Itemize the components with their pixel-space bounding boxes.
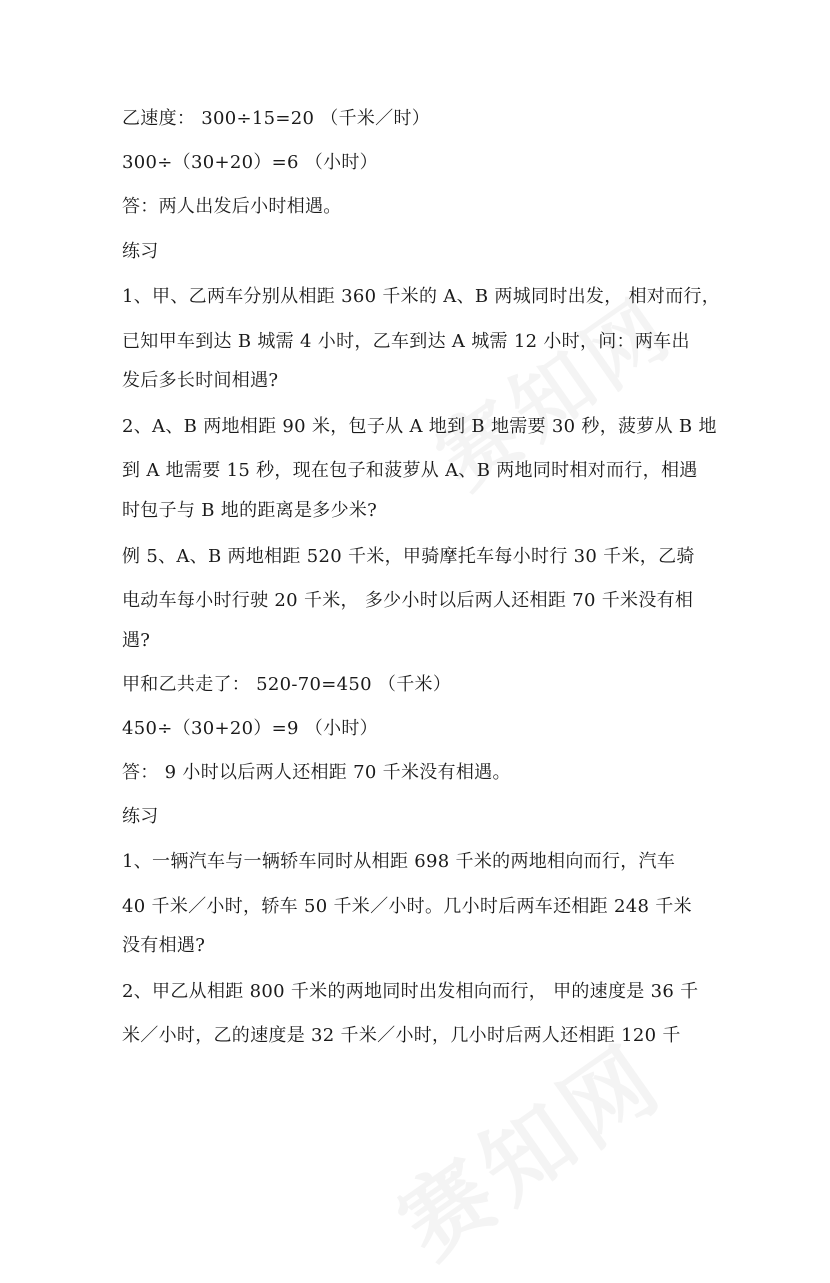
text-line: 已知甲车到达 B 城需 4 小时，乙车到达 A 城需 12 小时，问：两车出 xyxy=(122,331,690,352)
text-line: 例 5、A、B 两地相距 520 千米，甲骑摩托车每小时行 30 千米，乙骑 xyxy=(122,546,695,567)
text-line: 电动车每小时行驶 20 千米， 多少小时以后两人还相距 70 千米没有相 xyxy=(122,590,694,611)
watermark xyxy=(369,1007,684,1282)
text-line: 时包子与 B 地的距离是多少米? xyxy=(122,500,378,521)
text-line: 300÷（30+20）=6 （小时） xyxy=(122,152,378,173)
text-line: 乙速度： 300÷15=20 （千米／时） xyxy=(122,108,431,129)
text-line: 答：两人出发后小时相遇。 xyxy=(122,196,342,217)
text-line: 450÷（30+20）=9 （小时） xyxy=(122,718,378,739)
text-line: 遇? xyxy=(122,630,151,651)
text-line: 答： 9 小时以后两人还相距 70 千米没有相遇。 xyxy=(122,762,511,783)
text-line: 1、甲、乙两车分别从相距 360 千米的 A、B 两城同时出发， 相对而行， xyxy=(122,286,721,307)
text-line: 1、一辆汽车与一辆轿车同时从相距 698 千米的两地相向而行，汽车 xyxy=(122,851,676,872)
text-line: 没有相遇? xyxy=(122,935,206,956)
text-line: 到 A 地需要 15 秒，现在包子和菠萝从 A、B 两地同时相对而行，相遇 xyxy=(122,460,698,481)
text-line: 米／小时，乙的速度是 32 千米／小时，几小时后两人还相距 120 千 xyxy=(122,1025,681,1046)
text-line: 2、甲乙从相距 800 千米的两地同时出发相向而行， 甲的速度是 36 千 xyxy=(122,981,699,1002)
text-line: 发后多长时间相遇? xyxy=(122,370,279,391)
section-heading: 练习 xyxy=(122,241,159,262)
text-line: 40 千米／小时，轿车 50 千米／小时。几小时后两车还相距 248 千米 xyxy=(122,896,692,917)
text-line: 2、A、B 两地相距 90 米，包子从 A 地到 B 地需要 30 秒，菠萝从 B 地 xyxy=(122,416,717,437)
text-line: 甲和乙共走了： 520-70=450 （千米） xyxy=(122,674,452,695)
section-heading: 练习 xyxy=(122,806,159,827)
